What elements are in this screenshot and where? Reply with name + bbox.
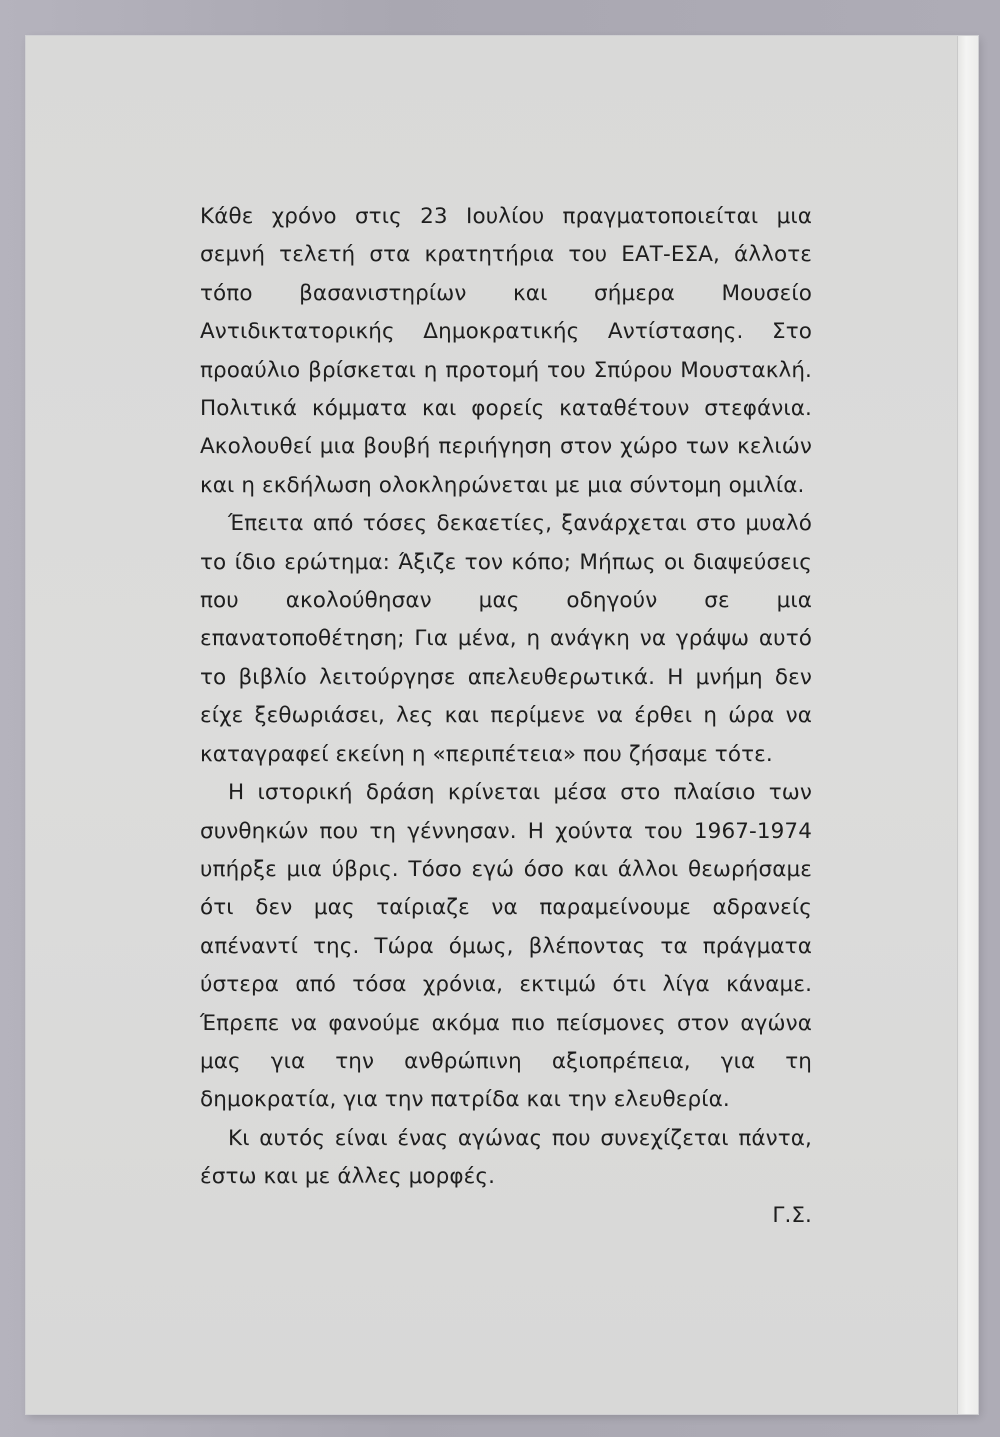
paragraph-1: Κάθε χρόνο στις 23 Ιουλίου πραγματοποιείται μια σεμνή τελετή στα κρατητήρια του ΕΑΤ-ΕΣΑ, άλλοτε τόπο βασανιστηρίων και σήμερα Μουσείο Αντιδικτατορικής Δημοκρατικής Αντίστασης. Στο προαύλιο βρίσκεται η προτομή του Σπύρου Μουστακλή. Πολιτικά κόμματα και φορείς καταθέτουν στεφάνια. Ακολουθεί μια βουβή περιήγηση στον χώρο των κελιών και η εκδήλωση ολοκληρώνεται με μια σύντομη ομιλία.	[200, 204, 812, 498]
paragraph-3: Η ιστορική δράση κρίνεται μέσα στο πλαίσιο των συνθηκών που τη γέννησαν. Η χούντα του 1967-1974 υπήρξε μια ύβρις. Τόσο εγώ όσο και άλλοι θεωρήσαμε ότι δεν μας ταίριαζε να παραμείνουμε αδρανείς απέναντί της. Τώρα όμως, βλέποντας τα πράγματα ύστερα από τόσα χρόνια, εκτιμώ ότι λίγα κάναμε. Έπρεπε να φανούμε ακόμα πιο πείσμονες στον αγώνα μας για την ανθρώπινη αξιοπρέπεια, για τη δημοκρατία, για την πατρίδα και την ελευθερία.	[200, 780, 812, 1113]
book-spine-edge	[957, 36, 978, 1414]
paragraph-4: Κι αυτός είναι ένας αγώνας που συνεχίζεται πάντα, έστω και με άλλες μορφές.	[200, 1125, 812, 1190]
paragraph-2: Έπειτα από τόσες δεκαετίες, ξανάρχεται στο μυαλό το ίδιο ερώτημα: Άξιζε τον κόπο; Μήπως οι διαψεύσεις που ακολούθησαν μας οδηγούν σε μια επανατοποθέτηση; Για μένα, η ανάγκη να γράψω αυτό το βιβλίο λειτούργησε απελευθερωτικά. Η μνήμη δεν είχε ξεθωριάσει, λες και περίμενε να έρθει η ώρα να καταγραφεί εκείνη η «περιπέτεια» που ζήσαμε τότε.	[200, 511, 812, 767]
back-cover-text	[200, 198, 812, 1235]
book-back-cover	[26, 36, 978, 1414]
author-initials: Γ.Σ.	[772, 1202, 812, 1228]
